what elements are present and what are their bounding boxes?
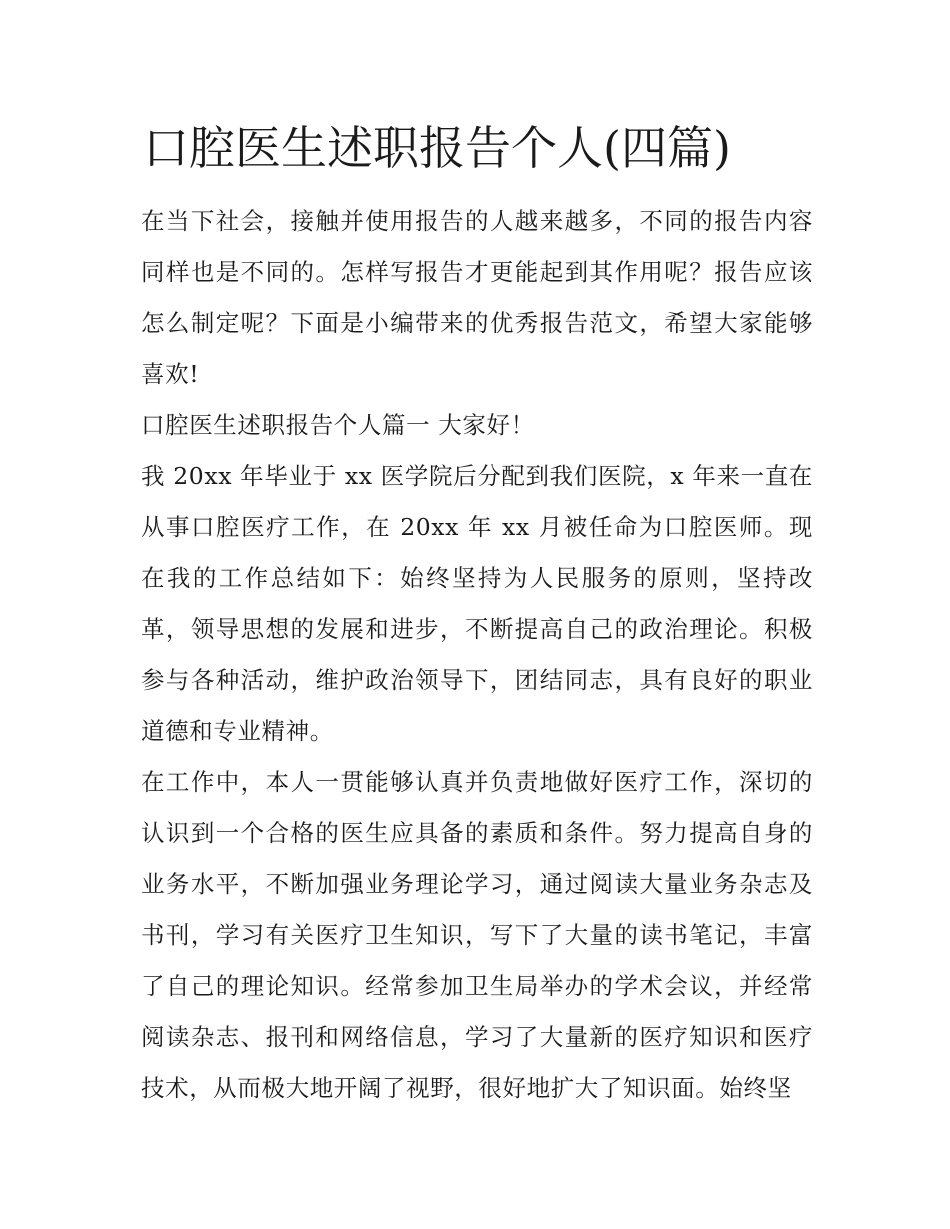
- paragraph-intro: 在当下社会，接触并使用报告的人越来越多，不同的报告内容同样也是不同的。怎样写报告才更能起到其作用呢？报告应该怎么制定呢？下面是小编带来的优秀报告范文，希望大家能够喜欢!: [141, 207, 813, 388]
- document-title: 口腔医生述职报告个人(四篇): [143, 121, 731, 175]
- paragraph-work: 在工作中，本人一贯能够认真并负责地做好医疗工作，深切的认识到一个合格的医生应具备的素质和条件。努力提高自身的业务水平，不断加强业务理论学习，通过阅读大量业务杂志及书刊，学习有关医疗卫生知识，写下了大量的读书笔记，丰富了自己的理论知识。经常参加卫生局举办的学术会议，并经常阅读杂志、报刊和网络信息，学习了大量新的医疗知识和医疗技术，从而极大地开阔了视野，很好地扩大了知识面。始终坚: [141, 768, 813, 1102]
- document-body: [141, 196, 813, 1114]
- paragraph-section-heading: 口腔医生述职报告个人篇一 大家好！: [141, 411, 535, 439]
- paragraph-background: 我 20xx 年毕业于 xx 医学院后分配到我们医院，x 年来一直在从事口腔医疗工作，在 20xx 年 xx 月被任命为口腔医师。现在我的工作总结如下：始终坚持为人民服务的原则，坚持改革，领导思想的发展和进步，不断提高自己的政治理论。积极参与各种活动，维护政治领导下，团结同志，具有良好的职业道德和专业精神。: [141, 462, 813, 745]
